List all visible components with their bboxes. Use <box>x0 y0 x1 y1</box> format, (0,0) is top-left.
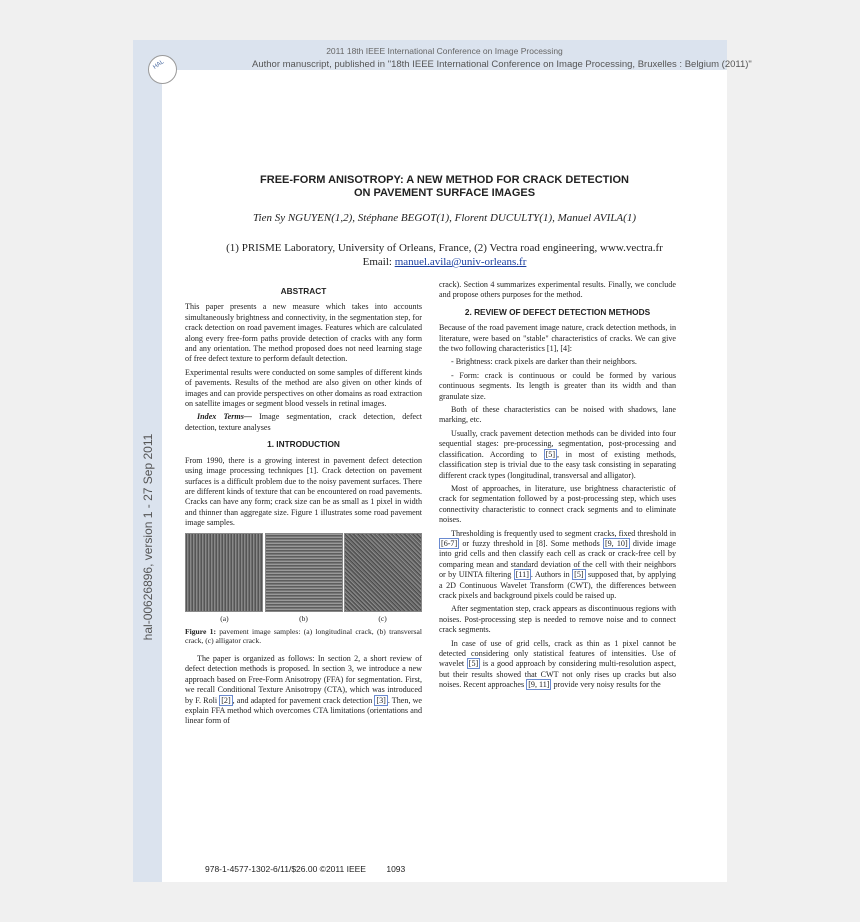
organization-paragraph <box>185 654 422 727</box>
figure-1a-image <box>185 533 263 612</box>
abstract-paragraph: Experimental results were conducted on some samples of different kinds of pavements. Results of the method are also given on other kinds of images and can provide perspectives on other domains as road extraction on satellite images or segment blood vessels in retinal images. <box>185 367 422 409</box>
page-number: 1093 <box>386 864 406 874</box>
figure-1b-image <box>265 533 343 612</box>
right-column <box>439 280 676 694</box>
figure-caption-text: pavement image samples: (a) longitudinal crack, (b) transversal crack, (c) alligator crack. <box>185 626 422 646</box>
text-run: . Authors in <box>530 570 573 580</box>
review-paragraph: Both of these characteristics can be noised with shadows, lane marking, etc. <box>439 405 676 425</box>
citation-link[interactable]: [2] <box>221 695 231 705</box>
page-footer <box>205 864 423 874</box>
hal-header-bar <box>162 40 752 70</box>
text-run: is a good approach by considering multi-resolution aspect, but their results showed that CWT not only rises up cracks but also noises. Recent approaches <box>439 659 676 690</box>
intro-paragraph: From 1990, there is a growing interest in pavement defect detection using image processing techniques [1]. Crack detection on pavement surfaces is a difficult problem due to the noisy pavement surfaces. There are different kinds of texture that can be encountered on road pavements. Cracks can have any form; crack size can be as small as 1 pixel in width and thinner than aggregate size. Figure 1 illustrates some road pavement image samples. <box>185 455 422 528</box>
abstract-paragraph: This paper presents a new measure which takes into accounts simultaneously brightness and connectivity, in the segmentation step, for crack detection on road pavement images. Features which are calculated along every free-form paths provide detection of cracks with any form and any orientation. The method proposed does not need learning stage of free defect texture to perform default detection. <box>185 302 422 364</box>
figure-1-caption <box>185 627 422 646</box>
review-heading: 2. REVIEW OF DEFECT DETECTION METHODS <box>464 306 651 317</box>
paper-authors: Tien Sy NGUYEN(1,2), Stéphane BEGOT(1), Florent DUCULTY(1), Manuel AVILA(1) <box>253 212 636 224</box>
text-run: provide very noisy results for the <box>551 680 661 690</box>
index-terms <box>185 412 422 433</box>
email-link[interactable]: manuel.avila@univ-orleans.fr <box>394 256 527 268</box>
figure-caption-label: Figure 1: <box>185 626 216 636</box>
review-paragraph: After segmentation step, crack appears as discontinuous regions with noises. Post-processing step is needed to remove noise and to connect crack segments. <box>439 604 676 635</box>
citation-link[interactable]: [6-7] <box>441 538 458 548</box>
hal-logo-text: HAL <box>152 59 166 71</box>
text-run: , and adapted for pavement crack detection <box>232 695 375 705</box>
introduction-heading: 1. INTRODUCTION <box>267 439 340 450</box>
email-label: Email: <box>362 256 392 268</box>
figure-label-b: (b) <box>299 613 308 623</box>
email-line <box>162 255 727 269</box>
title-line-1: FREE-FORM ANISOTROPY: A NEW METHOD FOR CRACK DETECTION <box>260 174 629 186</box>
citation-link[interactable]: [3] <box>376 695 386 705</box>
text-run: or fuzzy threshold in [8]. Some methods <box>459 538 603 548</box>
figure-label-a: (a) <box>220 613 229 623</box>
isbn-line: 978-1-4577-1302-6/11/$26.00 ©2011 IEEE <box>205 864 366 874</box>
review-paragraph: - Brightness: crack pixels are darker than their neighbors. <box>451 357 637 367</box>
review-paragraph <box>439 639 676 691</box>
paper-page <box>133 40 752 882</box>
review-paragraph: - Form: crack is continuous or could be formed by various continuous segments. Its length is greater than its width and than granulate size. <box>439 370 676 401</box>
text-run: The paper is organized as follows: In section 2, a short review of defect detection methods is proposed. In section 3, we introduce a new approach based on Free-Form Anisotropy (FFA) for segmentation. First, we recall Conditional Texture Anisotropy (CTA), which was introduced by F. Roli <box>185 653 422 705</box>
text-run: Thresholding is frequently used to segment cracks, fixed threshold in <box>451 528 676 538</box>
review-paragraph: Most of approaches, in literature, use brightness characteristic of crack for segmentation followed by a post-processing step, which uses connectivity characteristic to connect crack segments and to eliminate noises. <box>439 483 676 525</box>
index-terms-text: Image segmentation, crack detection, defect detection, texture analyses <box>185 412 422 432</box>
text-run: , in most of existing methods, classification step is trivial due to the easy task consisting in separating different crack types (longitudinal, transversal and alligator). <box>439 449 676 480</box>
title-line-2: ON PAVEMENT SURFACE IMAGES <box>353 187 536 199</box>
citation-link[interactable]: [11] <box>515 570 529 580</box>
text-run: . Then, we explain FFA method which overcomes CTA limitations (orientations and linear form of <box>185 695 423 726</box>
figure-1-images <box>185 533 422 612</box>
paper-title <box>162 174 727 200</box>
citation-link[interactable]: [5] <box>545 449 556 459</box>
text-run: divide image into grid cells and then classify each cell as crack or crack-free cell by comparing mean and standard deviation of the cell with their neighbors or by UINTA filtering <box>439 538 676 580</box>
figure-1c-image <box>344 533 422 612</box>
review-paragraph <box>439 529 676 602</box>
citation-link[interactable]: [9, 10] <box>604 538 628 548</box>
figure-1-labels <box>185 614 422 624</box>
affiliation-block <box>162 241 727 269</box>
author-manuscript-line: Author manuscript, published in "18th IEEE International Conference on Image Processing, Bruxelles : Belgium (2011)" <box>252 59 752 70</box>
text-run: In case of use of grid cells, crack as thin as 1 pixel cannot be detected considering only statistical features of intensities. Use of wavelet <box>439 638 676 669</box>
index-terms-label: Index Terms— <box>197 412 252 422</box>
citation-link[interactable]: [9, 11] <box>528 680 550 690</box>
left-column <box>185 280 422 730</box>
abstract-heading: ABSTRACT <box>280 286 327 296</box>
hal-id-vertical: hal-00626896, version 1 - 27 Sep 2011 <box>141 433 155 641</box>
continued-paragraph: crack). Section 4 summarizes experimental results. Finally, we conclude and propose others purposes for the method. <box>439 280 676 300</box>
review-paragraph: Because of the road pavement image nature, crack detection methods, in literature, were based on "stable" characteristics of cracks. We can give the two following characteristics [1], [4]: <box>439 323 676 354</box>
hal-logo-icon <box>148 55 177 84</box>
affiliation: (1) PRISME Laboratory, University of Orleans, France, (2) Vectra road engineering, www.vectra.fr <box>226 242 663 254</box>
conference-line: 2011 18th IEEE International Conference on Image Processing <box>326 46 563 56</box>
figure-label-c: (c) <box>378 613 387 623</box>
text-run: supposed that, by applying a 2D Continuous Wavelet Transform (CWT), the differences between crack pixels and background pixels could be raised up. <box>439 570 676 600</box>
citation-link[interactable]: [5] <box>468 659 479 669</box>
citation-link[interactable]: [5] <box>574 570 584 580</box>
text-run: Usually, crack pavement detection methods can be divided into four sequential stages: pre-processing, segmentation, post-processing and classification. According to <box>439 428 676 459</box>
review-paragraph <box>439 429 676 481</box>
